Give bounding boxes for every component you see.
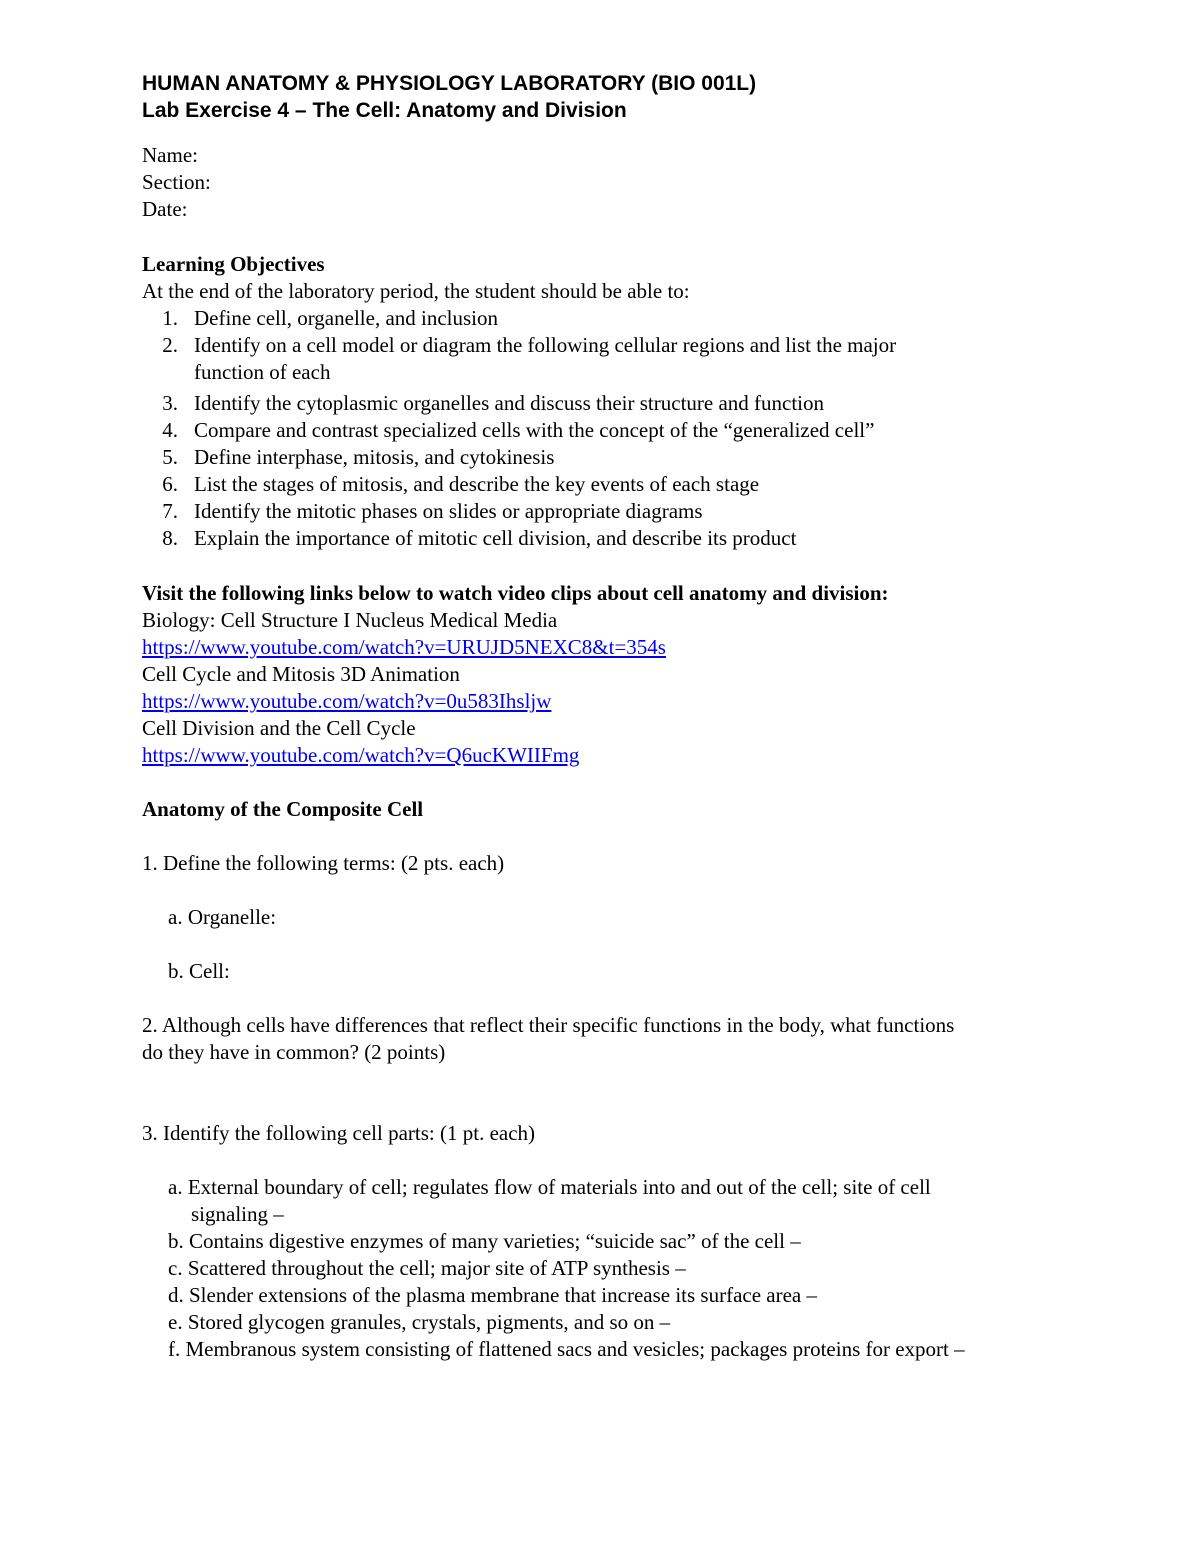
objective-number: 3. <box>162 391 178 415</box>
section-heading: Anatomy of the Composite Cell <box>142 797 424 821</box>
cell-part-item <box>168 1282 817 1308</box>
objective-text: Identify the cytoplasmic organelles and discuss their structure and function <box>194 391 825 415</box>
item-text: Slender extensions of the plasma membrane that increase its surface area – <box>189 1283 818 1307</box>
video-link[interactable]: https://www.youtube.com/watch?v=0u583Ihsljw <box>142 689 552 713</box>
item-letter: b. <box>168 1229 184 1253</box>
objective-text: Compare and contrast specialized cells with the concept of the “generalized cell” <box>194 418 875 442</box>
cell-part-item <box>168 1174 931 1200</box>
objective-number: 2. <box>162 333 178 357</box>
course-title: HUMAN ANATOMY & PHYSIOLOGY LABORATORY (BIO 001L) <box>142 72 757 95</box>
question-3: 3. Identify the following cell parts: (1 pt. each) <box>142 1121 536 1145</box>
cell-part-item <box>168 1336 965 1362</box>
objectives-heading: Learning Objectives <box>142 252 325 276</box>
question-2-line1: 2. Although cells have differences that reflect their specific functions in the body, what functions <box>142 1013 955 1037</box>
item-text: Contains digestive enzymes of many varieties; “suicide sac” of the cell – <box>189 1229 801 1253</box>
question-2-line2: do they have in common? (2 points) <box>142 1040 446 1064</box>
cell-part-item <box>168 1228 801 1254</box>
objective-text: Identify on a cell model or diagram the following cellular regions and list the major <box>194 333 897 357</box>
objective-number: 4. <box>162 418 178 442</box>
date-label: Date: <box>142 197 188 221</box>
objectives-intro: At the end of the laboratory period, the student should be able to: <box>142 279 690 303</box>
item-letter: a. <box>168 1175 183 1199</box>
video-title: Cell Cycle and Mitosis 3D Animation <box>142 662 460 686</box>
item-text-continued: signaling – <box>191 1202 284 1226</box>
objective-text-continued: function of each <box>194 360 331 384</box>
objective-number: 5. <box>162 445 178 469</box>
section-label: Section: <box>142 170 211 194</box>
item-letter: f. <box>168 1337 181 1361</box>
item-text: Scattered throughout the cell; major site of ATP synthesis – <box>187 1256 686 1280</box>
item-letter: e. <box>168 1310 183 1334</box>
name-label: Name: <box>142 143 198 167</box>
question-1b: b. Cell: <box>168 959 230 983</box>
objective-item <box>142 390 824 416</box>
objective-text: Define cell, organelle, and inclusion <box>194 306 499 330</box>
video-link[interactable]: https://www.youtube.com/watch?v=Q6ucKWIIFmg <box>142 743 580 767</box>
item-text: Membranous system consisting of flattened sacs and vesicles; packages proteins for export – <box>185 1337 965 1361</box>
cell-part-item <box>168 1309 670 1335</box>
objective-text: Identify the mitotic phases on slides or appropriate diagrams <box>194 499 703 523</box>
question-1: 1. Define the following terms: (2 pts. each) <box>142 851 505 875</box>
objective-number: 1. <box>162 306 178 330</box>
video-title: Cell Division and the Cell Cycle <box>142 716 416 740</box>
video-link[interactable]: https://www.youtube.com/watch?v=URUJD5NEXC8&t=354s <box>142 635 666 659</box>
objective-text: Explain the importance of mitotic cell division, and describe its product <box>194 526 797 550</box>
objective-number: 7. <box>162 499 178 523</box>
question-1a: a. Organelle: <box>168 905 277 929</box>
objective-item <box>142 305 498 331</box>
objective-text: List the stages of mitosis, and describe the key events of each stage <box>194 472 760 496</box>
exercise-title: Lab Exercise 4 – The Cell: Anatomy and Division <box>142 99 627 122</box>
objective-item <box>142 417 874 443</box>
objective-item <box>142 332 896 358</box>
item-text: Stored glycogen granules, crystals, pigments, and so on – <box>187 1310 671 1334</box>
videos-heading: Visit the following links below to watch video clips about cell anatomy and division: <box>142 581 889 605</box>
objective-item <box>142 498 703 524</box>
objective-text: Define interphase, mitosis, and cytokinesis <box>194 445 555 469</box>
item-text: External boundary of cell; regulates flow of materials into and out of the cell; site of cell <box>187 1175 931 1199</box>
objective-item <box>142 525 796 551</box>
objective-number: 8. <box>162 526 178 550</box>
objective-item <box>142 471 759 497</box>
video-title: Biology: Cell Structure I Nucleus Medical Media <box>142 608 558 632</box>
item-letter: d. <box>168 1283 184 1307</box>
item-letter: c. <box>168 1256 183 1280</box>
objective-number: 6. <box>162 472 178 496</box>
objective-item <box>142 444 554 470</box>
cell-part-item <box>168 1255 686 1281</box>
